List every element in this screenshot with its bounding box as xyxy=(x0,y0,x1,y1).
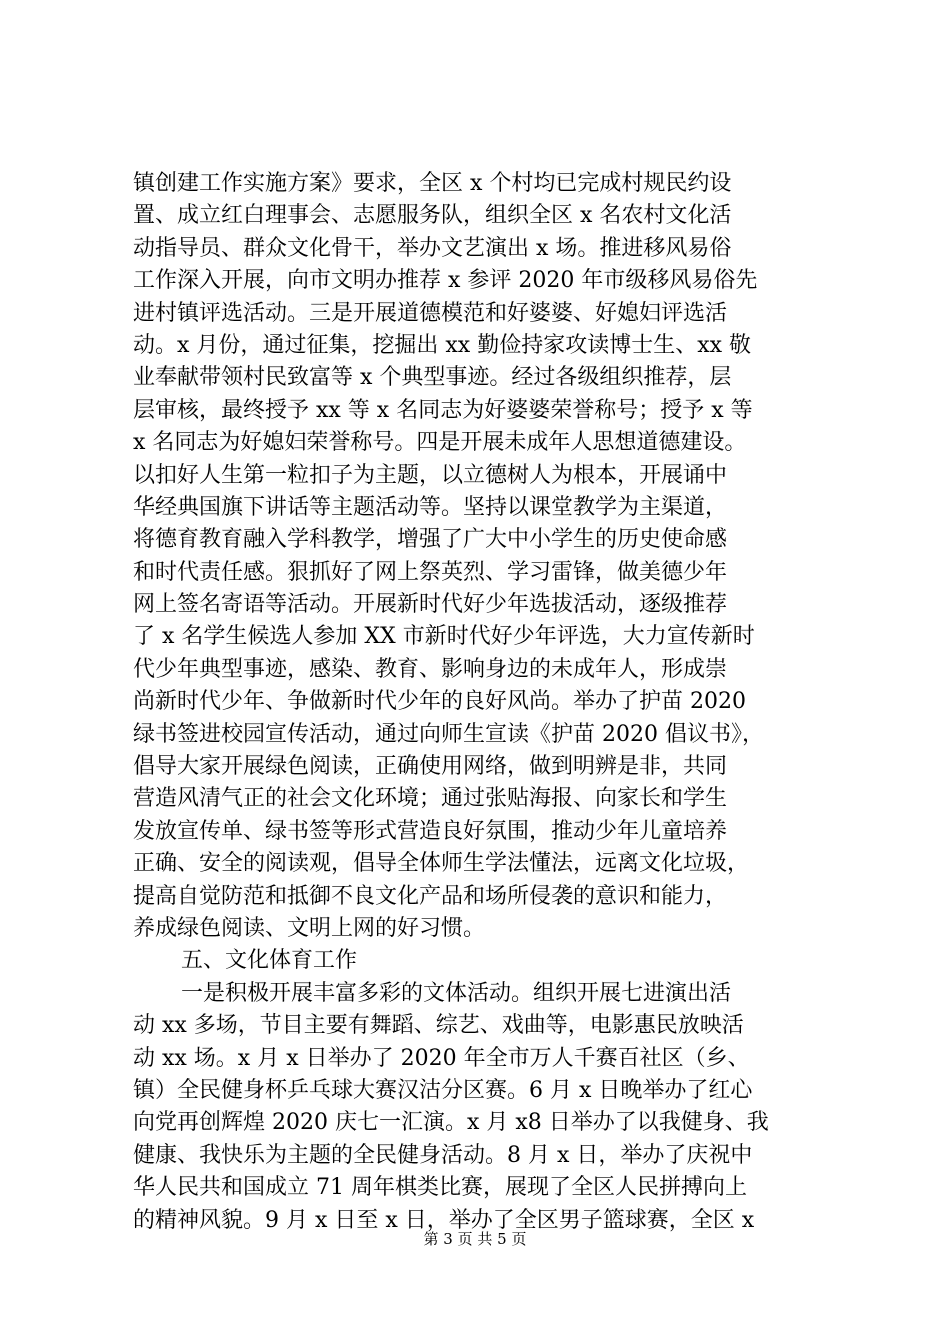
text-line: 华人民共和国成立 71 周年棋类比赛，展现了全区人民拼搏向上 xyxy=(133,1175,747,1201)
paragraph-first-line: 一是积极开展丰富多彩的文体活动。组织开展七进演出活 xyxy=(181,980,732,1006)
text-line: 华经典国旗下讲话等主题活动等。坚持以课堂教学为主渠道， xyxy=(133,494,728,520)
text-line: 镇创建工作实施方案》要求，全区 x 个村均已完成村规民约设 xyxy=(133,171,732,196)
text-line: 网上签名寄语等活动。开展新时代好少年选拔活动，逐级推荐 xyxy=(133,592,728,618)
text-line: 动。x 月份，通过征集，挖掘出 xx 勤俭持家攻读博士生、xx 敬 xyxy=(133,332,752,358)
text-line: 工作深入开展，向市文明办推荐 x 参评 2020 年市级移风易俗先 xyxy=(133,268,758,294)
body-text xyxy=(133,168,833,1237)
section-heading: 五、文化体育工作 xyxy=(181,948,358,974)
text-line: 以扣好人生第一粒扣子为主题，以立德树人为根本，开展诵中 xyxy=(133,462,728,488)
text-line: x 名同志为好媳妇荣誉称号。四是开展未成年人思想道德建设。 xyxy=(133,430,747,456)
text-line: 动指导员、群众文化骨干，举办文艺演出 x 场。推进移风易俗 xyxy=(133,235,732,261)
text-line: 动 xx 场。x 月 x 日举办了 2020 年全市万人千赛百社区（乡、 xyxy=(133,1045,750,1071)
text-line: 向党再创辉煌 2020 庆七一汇演。x 月 x8 日举办了以我健身、我 xyxy=(133,1110,769,1136)
text-line: 的精神风貌。9 月 x 日至 x 日，举办了全区男子篮球赛，全区 x xyxy=(133,1207,755,1233)
text-line: 营造风清气正的社会文化环境；通过张贴海报、向家长和学生 xyxy=(133,786,728,812)
text-line: 置、成立红白理事会、志愿服务队，组织全区 x 名农村文化活 xyxy=(133,203,732,229)
text-line: 将德育教育融入学科教学，增强了广大中小学生的历史使命感 xyxy=(133,527,728,553)
text-line: 尚新时代少年、争做新时代少年的良好风尚。举办了护苗 2020 xyxy=(133,689,746,715)
text-line: 养成绿色阅读、文明上网的好习惯。 xyxy=(133,915,486,941)
text-line: 代少年典型事迹，感染、教育、影响身边的未成年人，形成崇 xyxy=(133,656,728,682)
text-line: 健康、我快乐为主题的全民健身活动。8 月 x 日，举办了庆祝中 xyxy=(133,1142,753,1168)
text-line: 发放宣传单、绿书签等形式营造良好氛围，推动少年儿童培养 xyxy=(133,818,728,844)
text-line: 业奉献带领村民致富等 x 个典型事迹。经过各级组织推荐，层 xyxy=(133,365,732,391)
text-line: 倡导大家开展绿色阅读，正确使用网络，做到明辨是非，共同 xyxy=(133,754,728,780)
text-line: 正确、安全的阅读观，倡导全体师生学法懂法，远离文化垃圾， xyxy=(133,851,750,877)
text-line: 绿书签进校园宣传活动，通过向师生宣读《护苗 2020 倡议书》， xyxy=(133,721,764,747)
text-line: 提高自觉防范和抵御不良文化产品和场所侵袭的意识和能力， xyxy=(133,883,728,909)
text-line: 镇）全民健身杯乒乓球大赛汉沽分区赛。6 月 x 日晚举办了红心 xyxy=(133,1077,753,1103)
text-line: 进村镇评选活动。三是开展道德模范和好婆婆、好媳妇评选活 xyxy=(133,300,728,326)
text-line: 层审核，最终授予 xx 等 x 名同志为好婆婆荣誉称号；授予 x 等 xyxy=(133,397,753,423)
text-line: 了 x 名学生候选人参加 XX 市新时代好少年评选，大力宣传新时 xyxy=(133,624,755,650)
text-line: 动 xx 多场，节目主要有舞蹈、综艺、戏曲等，电影惠民放映活 xyxy=(133,1013,744,1039)
text-line: 和时代责任感。狠抓好了网上祭英烈、学习雷锋，做美德少年 xyxy=(133,559,728,585)
page-footer: 第 3 页 共 5 页 xyxy=(423,1230,527,1248)
